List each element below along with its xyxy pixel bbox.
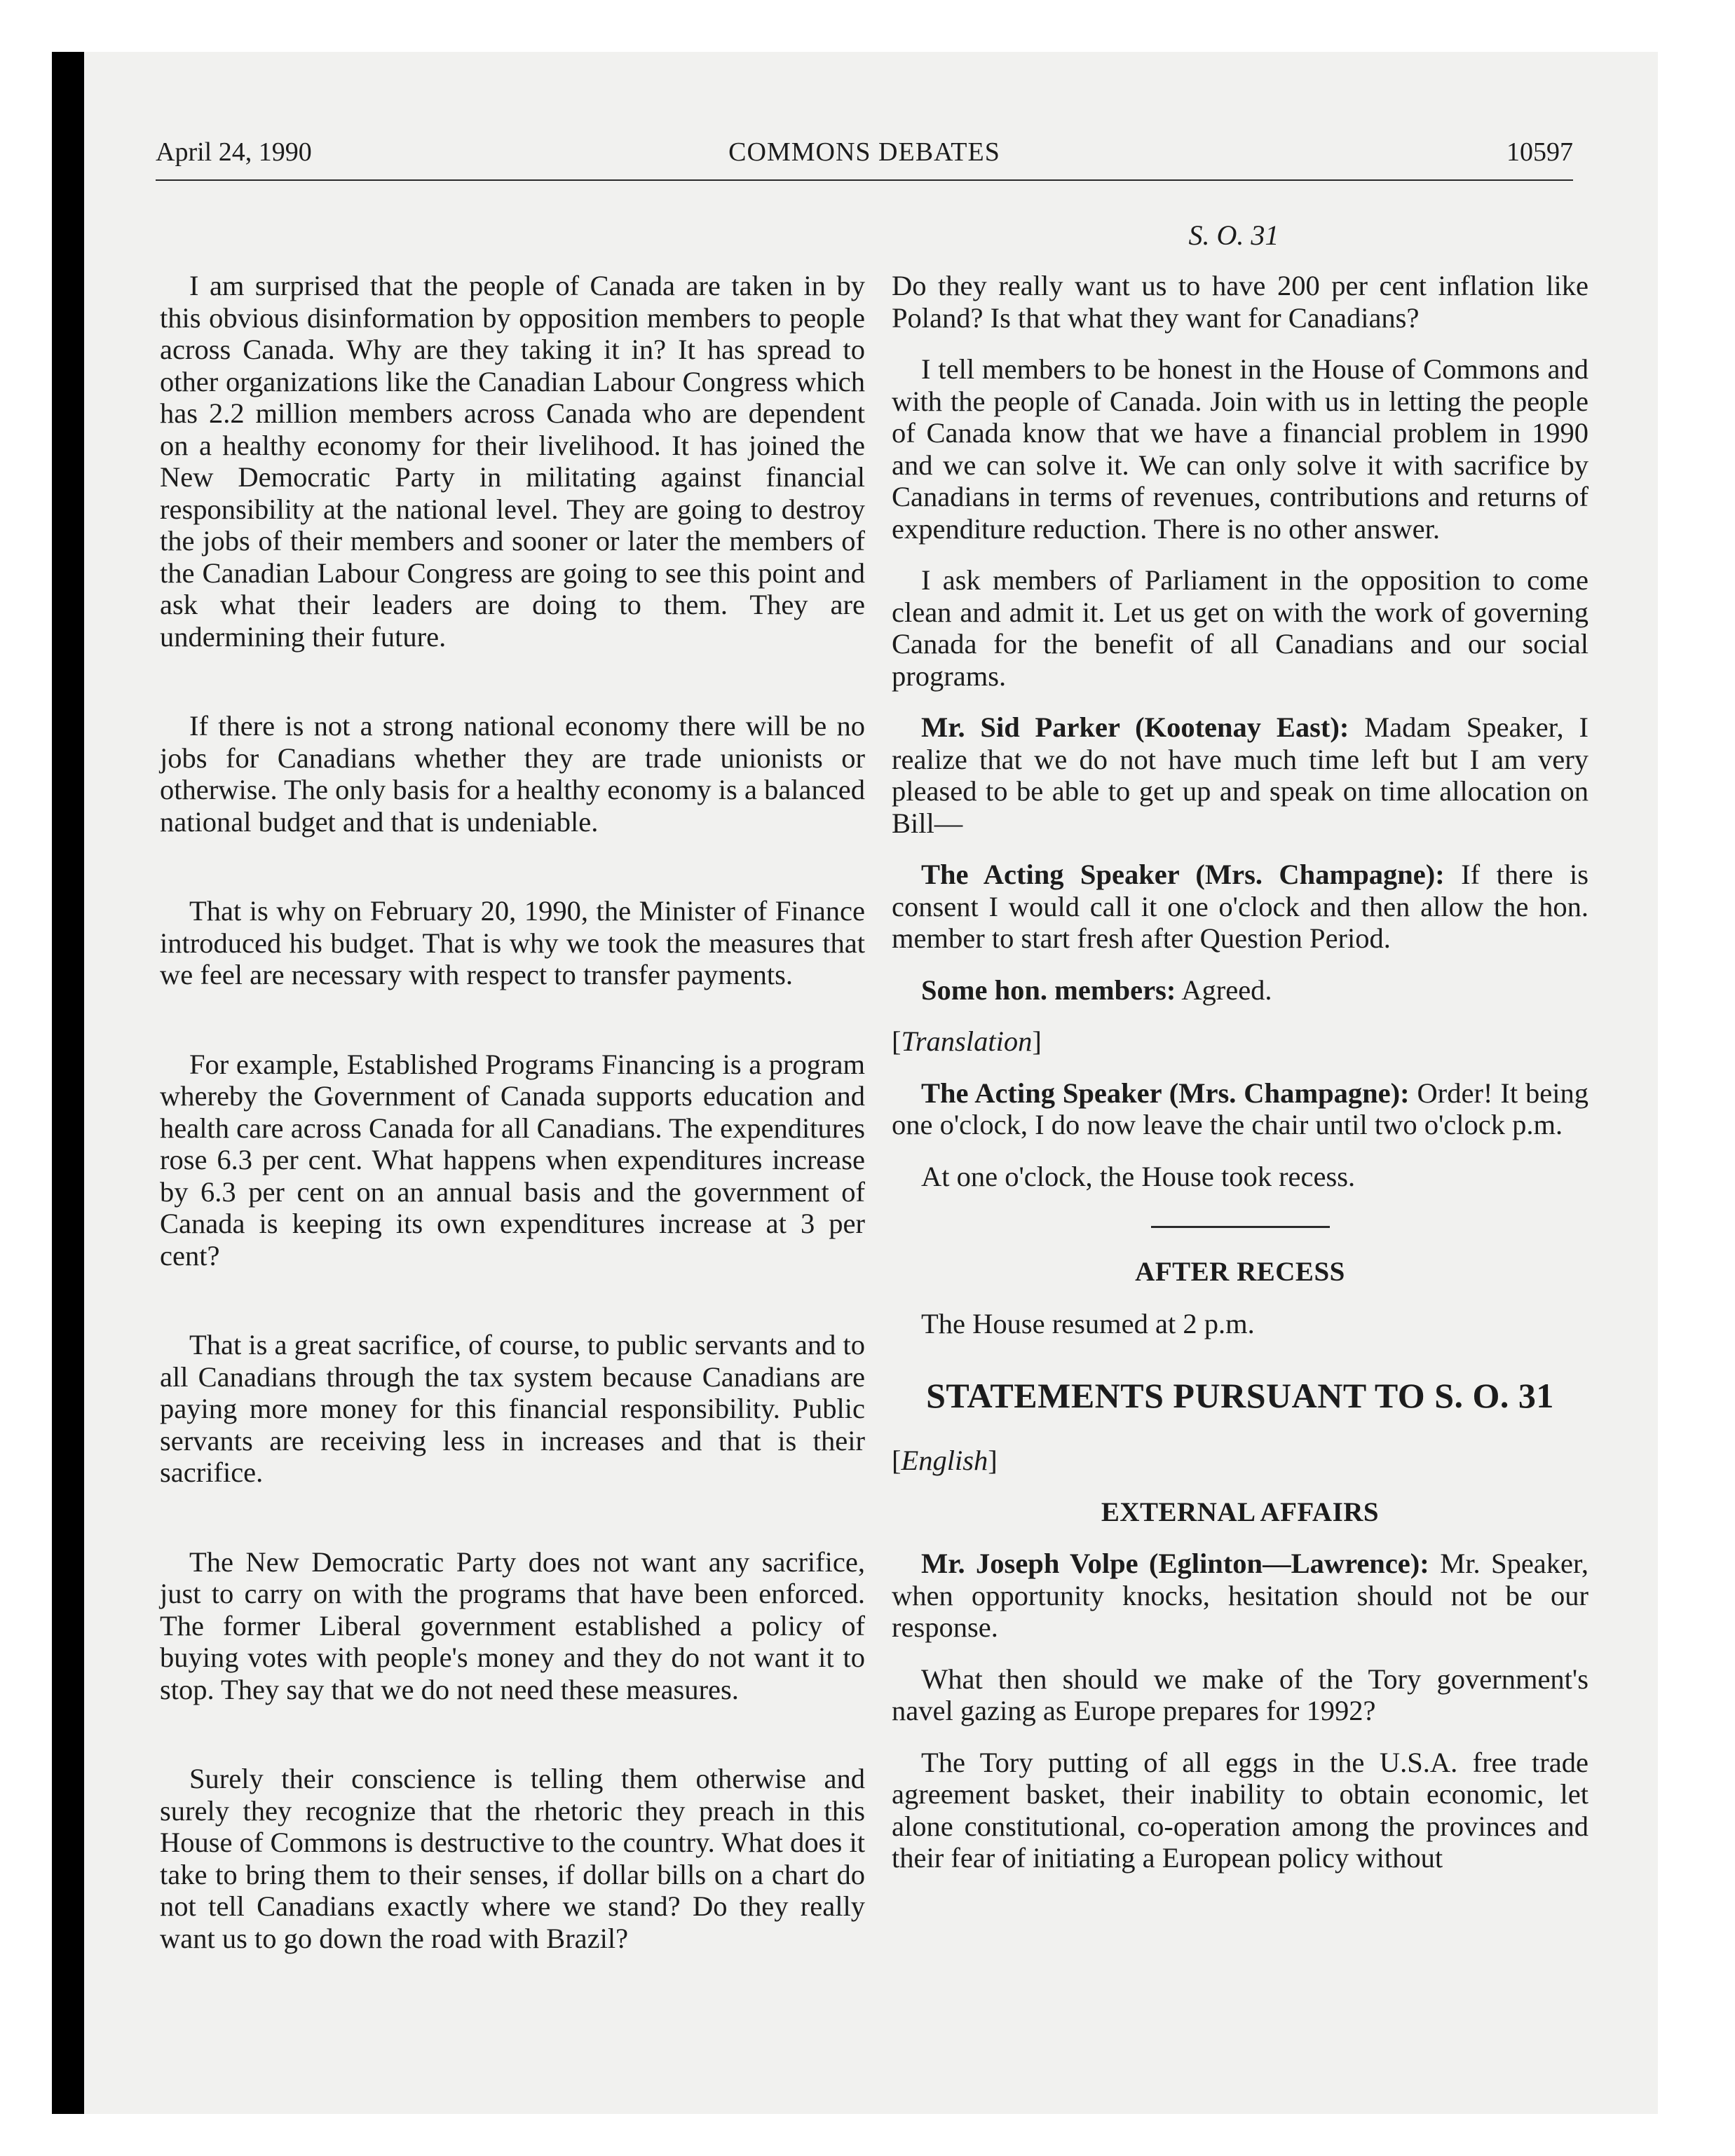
resumed-note: The House resumed at 2 p.m. [921,1307,1255,1339]
after-recess-heading: AFTER RECESS [1135,1257,1345,1287]
translation-label: Translation [901,1025,1033,1057]
left-paragraph-6: The New Democratic Party does not want any sacrifice, just to carry on with the programs that have been enforced. The former Liberal government established a policy of buying votes with people's money and they do not want it to stop. They say that we do not need these measures. [160,1546,865,1705]
speaker-name: Some hon. members: [921,974,1176,1006]
left-column [160,270,865,1954]
acting-speaker-consent [892,859,1588,955]
left-paragraph-2: If there is not a strong national economy there will be no jobs for Canadians whether they are trade unionists or otherwise. The only basis for a healthy economy is a balanced national budget and that is undeniable. [160,710,865,838]
acting-speaker-order [892,1077,1588,1141]
paragraph-honest: I tell members to be honest in the House of Commons and with the people of Canada. Join with us in letting the people of Canada know that we have a financial problem in 1990 and we can solve it. We can only solve it with sacrifice by Canadians in terms of revenues, contributions and returns of expenditure reduction. There is no other answer. [892,353,1588,545]
section-divider [1151,1226,1330,1228]
header-rule [156,179,1573,181]
paragraph-eggs-basket: The Tory putting of all eggs in the U.S.A. free trade agreement basket, their inability to obtain economic, let alone constitutional, co-operation among the provinces and their fear of initiating a European policy without [892,1746,1588,1874]
header-date: April 24, 1990 [156,137,312,167]
speaker-name: The Acting Speaker (Mrs. Champagne): [921,1077,1410,1109]
english-label: English [901,1445,988,1476]
header-page-number: 10597 [1506,137,1573,167]
left-paragraph-5: That is a great sacrifice, of course, to public servants and to all Canadians through the tax system because Canadians are paying more money for this financial responsibility. Public servants are receiving less in increases and that is their sacrifice. [160,1329,865,1488]
left-paragraph-1: I am surprised that the people of Canada are taken in by this obvious disinformation by opposition members to people across Canada. Why are they taking it in? It has spread to other organizations like the Canadian Labour Congress which has 2.2 million members across Canada who are dependent on a healthy economy for their livelihood. It has joined the New Democratic Party in militating against financial responsibility at the national level. They are going to destroy the jobs of their members and sooner or later the members of the Canadian Labour Congress are going to see this point and ask what their leaders are doing to them. They are undermining their future. [160,270,865,653]
paragraph-come-clean: I ask members of Parliament in the opposition to come clean and admit it. Let us get on with the work of governing Canada for the benefit of all Canadians and our social programs. [892,564,1588,692]
speaker-name: The Acting Speaker (Mrs. Champagne): [921,859,1445,890]
members-agreed [892,974,1588,1007]
parker-speech [892,711,1588,839]
section-marker: S. O. 31 [1188,219,1279,251]
left-paragraph-4: For example, Established Programs Financing is a program whereby the Government of Canada supports education and health care across Canada for all Canadians. The expenditures rose 6.3 per cent. What happens when expenditures increase by 6.3 per cent on an annual basis and the government of Canada is keeping its own expenditures increase at 3 per cent? [160,1048,865,1271]
speech-text: Order! It being one o'clock, I do now leave the chair until two o'clock p.m. [892,1077,1588,1140]
speech-text: Mr. Speaker, when opportunity knocks, hesitation should not be our response. [892,1548,1588,1643]
speech-text: If there is consent I would call it one o'clock and then allow the hon. member to start fresh after Question Period. [892,859,1588,954]
statements-heading: STATEMENTS PURSUANT TO S. O. 31 [926,1376,1554,1415]
translation-tag: [Translation] [892,1025,1042,1057]
external-affairs-heading: EXTERNAL AFFAIRS [1101,1496,1380,1527]
running-head [156,137,1573,177]
right-column [892,270,1588,1894]
continuation-paragraph: Do they really want us to have 200 per cent inflation like Poland? Is that what they want for Canadians? [892,270,1588,334]
header-title: COMMONS DEBATES [728,137,1000,167]
left-paragraph-7: Surely their conscience is telling them otherwise and surely they recognize that the rhetoric they preach in this House of Commons is destructive to the country. What does it take to bring them to their senses, if dollar bills on a chart do not tell Canadians exactly where we stand? Do they really want us to go down the road with Brazil? [160,1763,865,1954]
recess-note: At one o'clock, the House took recess. [921,1160,1356,1192]
scan-edge [52,52,84,2114]
volpe-speech [892,1548,1588,1644]
speaker-name: Mr. Joseph Volpe (Eglinton—Lawrence): [921,1548,1429,1579]
speaker-name: Mr. Sid Parker (Kootenay East): [921,711,1349,743]
speech-text: Madam Speaker, I realize that we do not have much time left but I am very pleased to be able to get up and speak on time allocation on Bill— [892,711,1588,839]
english-tag: [English] [892,1445,998,1476]
paragraph-navel-gazing: What then should we make of the Tory government's navel gazing as Europe prepares for 1992? [892,1663,1588,1726]
left-paragraph-3: That is why on February 20, 1990, the Minister of Finance introduced his budget. That is why we took the measures that we feel are necessary with respect to transfer payments. [160,895,865,990]
speech-text: Agreed. [1176,974,1272,1006]
